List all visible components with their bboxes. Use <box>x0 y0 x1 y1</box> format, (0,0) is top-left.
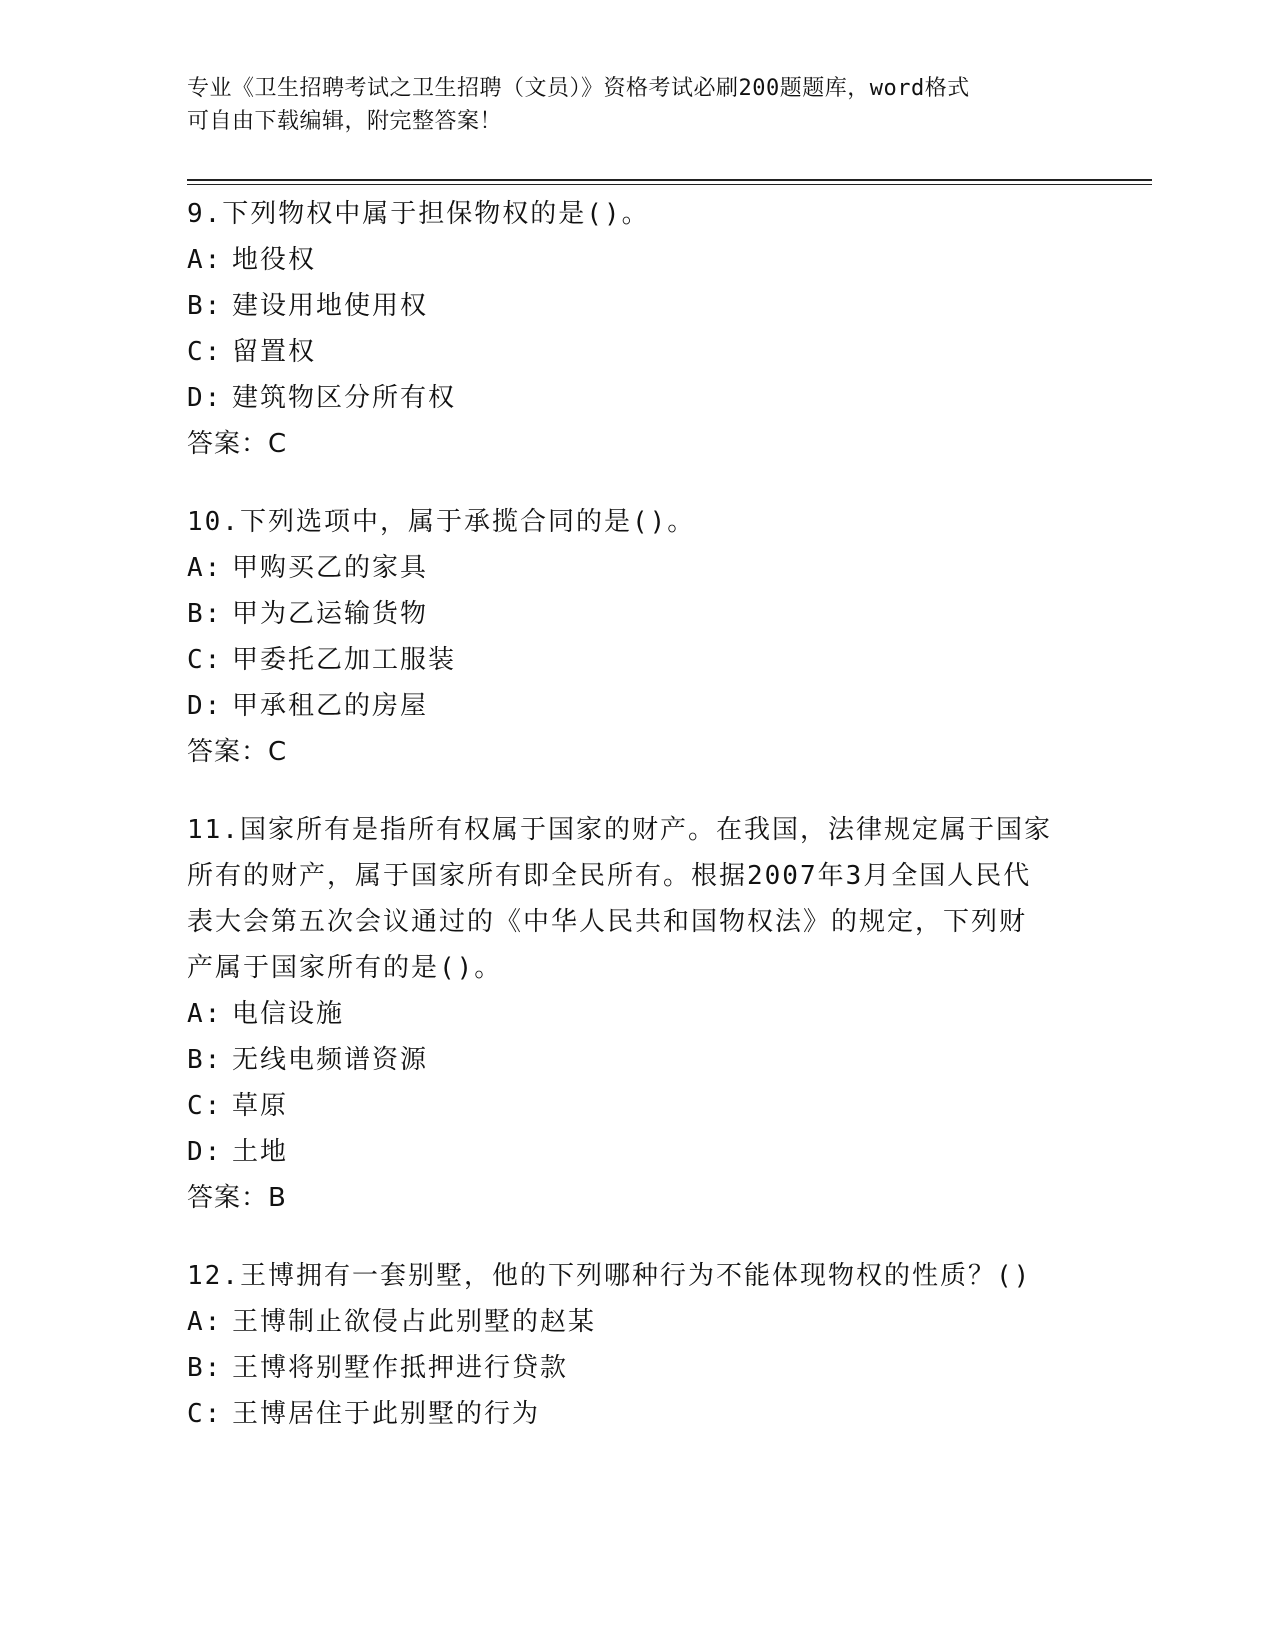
question-12 <box>187 1253 1087 1437</box>
question-text-line: 所有的财产，属于国家所有即全民所有。根据2007年3月全国人民代 <box>187 861 1032 891</box>
question-9 <box>187 191 1087 467</box>
option-a <box>187 545 1087 591</box>
option-text: 建筑物区分所有权 <box>232 383 457 413</box>
option-text: 无线电频谱资源 <box>232 1045 429 1075</box>
option-letter: A: <box>187 1307 223 1337</box>
option-b <box>187 283 1087 329</box>
option-letter: A: <box>187 999 223 1029</box>
option-text: 地役权 <box>232 245 317 275</box>
option-text: 建设用地使用权 <box>232 291 429 321</box>
option-a <box>187 1299 1087 1345</box>
option-letter: B: <box>187 1353 223 1383</box>
option-d <box>187 1129 1087 1175</box>
option-letter: C: <box>187 645 223 675</box>
option-b <box>187 1037 1087 1083</box>
option-b <box>187 1345 1087 1391</box>
option-letter: D: <box>187 383 223 413</box>
question-text: 9.下列物权中属于担保物权的是()。 <box>187 199 650 229</box>
option-letter: B: <box>187 1045 223 1075</box>
option-text: 甲购买乙的家具 <box>232 553 429 583</box>
option-text: 甲委托乙加工服装 <box>232 645 457 675</box>
option-text: 电信设施 <box>232 999 345 1029</box>
option-text: 王博将别墅作抵押进行贷款 <box>232 1353 569 1383</box>
option-text: 留置权 <box>232 337 317 367</box>
option-b <box>187 591 1087 637</box>
option-d <box>187 375 1087 421</box>
option-letter: A: <box>187 245 223 275</box>
question-11 <box>187 807 1087 1221</box>
question-text: 10.下列选项中，属于承揽合同的是()。 <box>187 507 696 537</box>
answer: 答案：C <box>187 737 288 767</box>
option-letter: C: <box>187 1399 223 1429</box>
option-letter: C: <box>187 337 223 367</box>
question-text-line: 表大会第五次会议通过的《中华人民共和国物权法》的规定，下列财 <box>187 907 1028 937</box>
answer: 答案：B <box>187 1183 287 1213</box>
option-a <box>187 991 1087 1037</box>
option-c <box>187 1083 1087 1129</box>
option-text: 甲为乙运输货物 <box>232 599 429 629</box>
option-letter: B: <box>187 599 223 629</box>
option-text: 甲承租乙的房屋 <box>232 691 429 721</box>
option-c <box>187 1391 1087 1437</box>
header-line-2: 可自由下载编辑，附完整答案！ <box>187 109 503 134</box>
question-10 <box>187 499 1087 775</box>
option-letter: A: <box>187 553 223 583</box>
header-divider <box>187 179 1152 181</box>
question-list <box>187 191 1087 1469</box>
header-divider-thin <box>187 184 1152 185</box>
option-c <box>187 637 1087 683</box>
option-text: 土地 <box>232 1137 289 1167</box>
option-text: 王博制止欲侵占此别墅的赵某 <box>232 1307 597 1337</box>
option-text: 王博居住于此别墅的行为 <box>232 1399 541 1429</box>
option-d <box>187 683 1087 729</box>
question-text-line: 产属于国家所有的是()。 <box>187 953 503 983</box>
option-a <box>187 237 1087 283</box>
header-line-1: 专业《卫生招聘考试之卫生招聘（文员）》资格考试必刷200题题库，word格式 <box>187 76 970 101</box>
option-letter: C: <box>187 1091 223 1121</box>
option-text: 草原 <box>232 1091 289 1121</box>
option-c <box>187 329 1087 375</box>
option-letter: D: <box>187 1137 223 1167</box>
option-letter: D: <box>187 691 223 721</box>
option-letter: B: <box>187 291 223 321</box>
question-text: 12.王博拥有一套别墅，他的下列哪种行为不能体现物权的性质？() <box>187 1261 1032 1291</box>
question-text-line: 11.国家所有是指所有权属于国家的财产。在我国，法律规定属于国家 <box>187 815 1052 845</box>
answer: 答案：C <box>187 429 288 459</box>
document-header <box>187 72 1067 138</box>
